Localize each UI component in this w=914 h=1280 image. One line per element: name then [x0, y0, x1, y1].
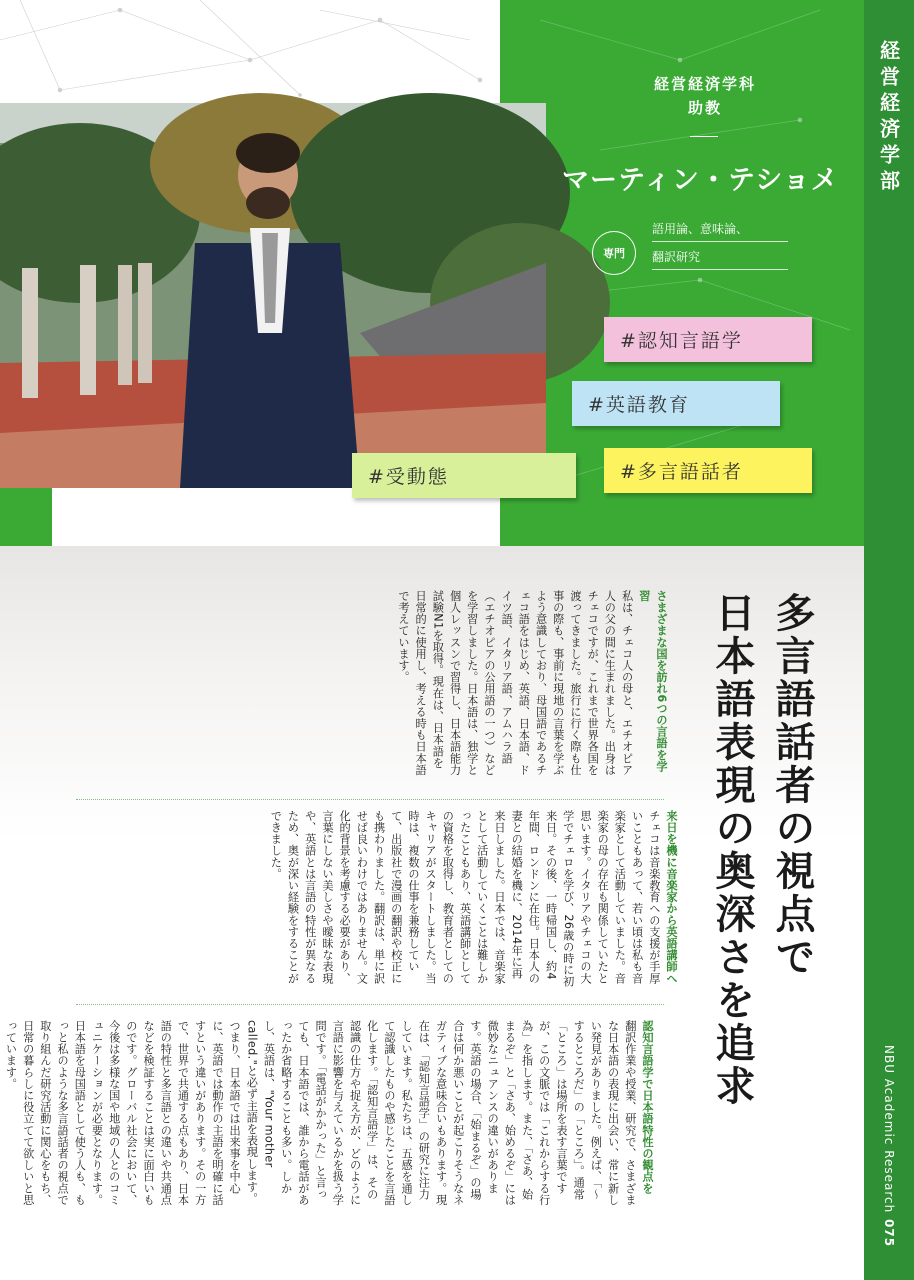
person-name: マーティン・テショメ	[562, 165, 839, 196]
tag-english-education: #英語教育	[572, 381, 780, 426]
page-number: 075	[882, 1219, 896, 1248]
tag-cognitive-linguistics: #認知言語学	[604, 317, 812, 362]
dotted-divider	[76, 1004, 664, 1005]
page-footer	[864, 1045, 914, 1255]
section-subtitle: 来日を機に音楽家から英語講師へ	[665, 810, 678, 984]
tag-passive-voice: #受動態	[352, 453, 576, 498]
role-title: 助教	[687, 99, 722, 117]
specialty-line: 語用論、意味論、	[652, 220, 788, 242]
dotted-divider	[76, 799, 664, 800]
specialty-line: 翻訳研究	[652, 248, 788, 270]
section-body: チェコは音楽教育への支援が手厚いこともあって、若い頃は私も音楽家として活動していました。音楽家の母の存在も関係していたと思います。イタリアやチェコの大学でチェロを学び、26歳の時に初来日。その後、一時帰国し、約4年間、ロンドンに在住。日本人の妻との結婚を機に、2014年に再来日しました。日本では、音楽家として活動していくことは難しかったこともあり、英語講師としての資格を取得し、教育者としてのキャリアがスタートしました。当時は、複数の仕事を兼務していて、出版社で漫画の翻訳や校正にも携わりました。翻訳は、単に訳せば良いわけではありません。文化的背景を考慮する必要があり、言葉にしない美しさや曖昧な表現や、英語とは言語の特性が異なるため、奥が深い経験をすることができました。	[269, 810, 661, 988]
faculty-tab: 経営経済学部	[876, 40, 901, 196]
article-column	[4, 1020, 656, 1210]
portrait-photo	[0, 103, 546, 488]
department-role	[600, 72, 810, 120]
divider	[690, 136, 718, 137]
green-accent-strip	[0, 488, 52, 546]
headline-line: 日本語表現の奥深さを追求	[709, 592, 756, 1108]
specialty-badge: 専門	[592, 231, 636, 275]
section-subtitle: 認知言語学で日本語特性の観点を	[641, 1020, 654, 1194]
article-column	[76, 810, 680, 990]
section-body: 私は、チェコ人の母と、エチオピア人の父の間に生まれました。出身はチェコですが、これまで世界各国を渡ってきました。旅行に行く際も仕事の際も、事前に現地の言葉を学ぶよう意識しており、母国語であるチェコ語をはじめ、英語、日本語、ドイツ語、イタリア語、アムハラ語（エチオピアの公用語の一つ）などを学習しました。日本語は、独学と個人レッスンで習得し、日本語能力試験N1を取得。現在は、日本語を日常的に使用し、考える時も日本語で考えています。	[396, 590, 634, 776]
tag-multilingual: #多言語話者	[604, 448, 812, 493]
headline-line: 多言語話者の視点で	[769, 592, 816, 979]
publication-name: NBU Academic Research	[882, 1045, 896, 1214]
section-subtitle: さまざまな国を訪れ6つの言語を学習	[637, 590, 668, 773]
department-name: 経営経済学科	[653, 75, 756, 93]
article-column	[76, 590, 670, 780]
section-body: 翻訳作業や授業、研究で、さまざまな日本語の表現に出会い、常に新しい発見がありました。例えば、「〜するところだ」の「ところ」。通常「ところ」は場所を表す言葉ですが、この文脈では「これからする行為」を指します。また、「さあ、始まるぞ」と「さあ、始めるぞ」には微妙なニュアンスの違いがあります。英語の場合、「始まるぞ」の場合は何か悪いことが起こりそうなネガティブな意味合いもあります。現在は、「認知言語学」の研究に注力しています。私たちは、五感を通して認識したものや感じたことを言語化します。「認知言語学」は、その認識の仕方や捉え方が、どのように言語に影響を与えているかを扱う学問です。「電話がかかった」と言っても、日本語では、誰から電話があったか省略することも多い。しかし、英語は、"Your mother called."と必ず主語を表現します。つまり、日本語では出来事を中心に、英語では動作の主語を明確に話すという違いがあります。その一方で、世界で共通する点もあり、日本語の特性と多言語との違いや共通点などを検証することは実に面白いものです。グローバル社会において、今後は多様な国や地域の人とのコミュニケーションが必要となります。日本語を母国語として使う人も、もっと私のような多言語話者の視点で取り組んだ研究活動に関心をもち、日常の暮らしに役立てて欲しいと思っています。	[4, 1020, 637, 1206]
